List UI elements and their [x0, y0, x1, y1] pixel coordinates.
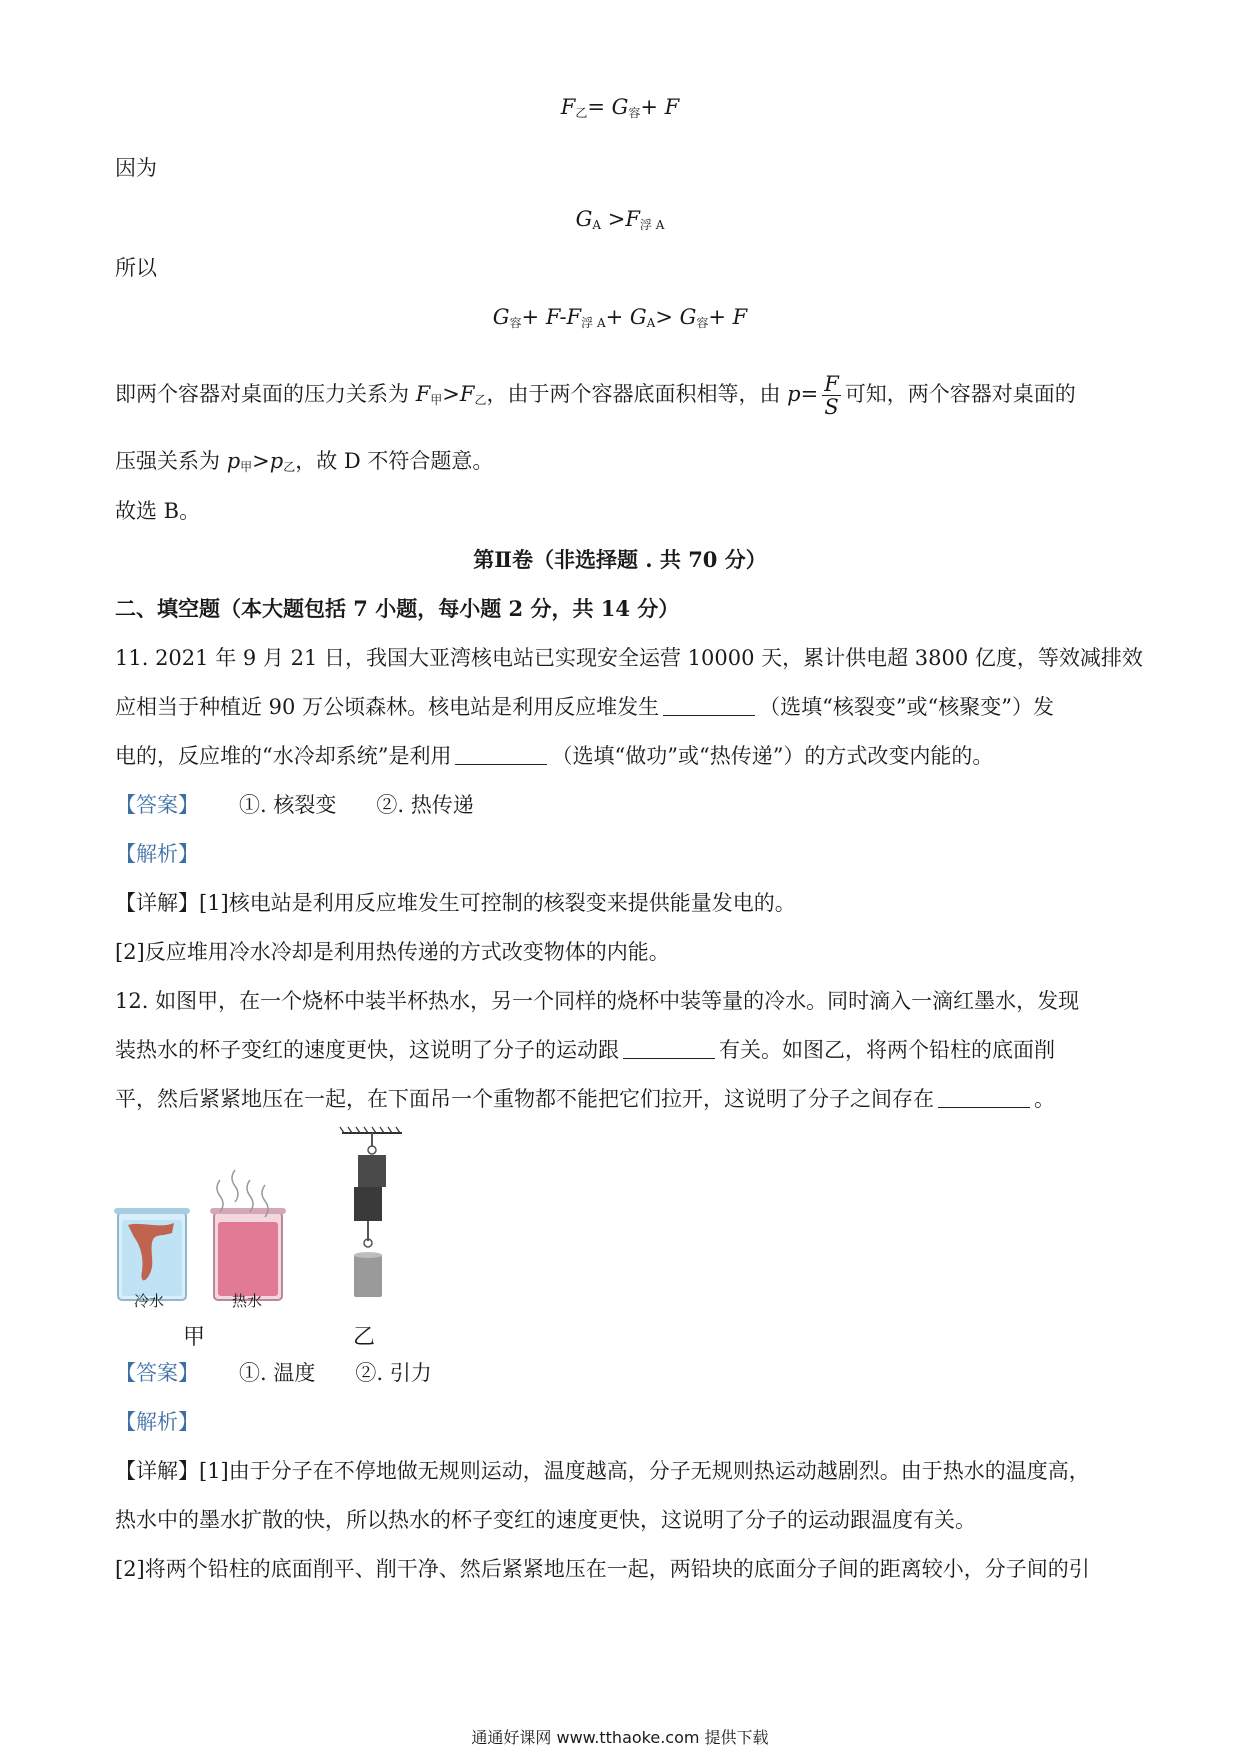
section-title: 第Ⅱ卷（非选择题 . 共 70 分）	[473, 547, 767, 572]
equation-ga-gt-fa: $G_A >F_{浮 A}$	[575, 207, 665, 232]
beaker-hot-water	[210, 1170, 286, 1300]
caption-jia: 甲	[183, 1325, 206, 1350]
q12-analysis-tag: 【解析】	[115, 1410, 199, 1434]
q12-detail-3: [2]将两个铅柱的底面削平、削干净、然后紧紧地压在一起，两铅块的底面分子间的距离较小，分子间的引	[115, 1557, 1090, 1581]
q11-detail-2: [2]反应堆用冷水冷却是利用热传递的方式改变物体的内能。	[115, 940, 670, 964]
lead-cylinders-apparatus	[340, 1127, 402, 1297]
q11-line-1: 11. 2021 年 9 月 21 日，我国大亚湾核电站已实现安全运营 10000 天，累计供电超 3800 亿度，等效减排效	[115, 646, 1143, 670]
q11-line-2: 应相当于种植近 90 万公顷森林。核电站是利用反应堆发生 （选填“核裂变”或“核聚变”）发	[115, 695, 1055, 719]
part-title: 二、填空题（本大题包括 7 小题，每小题 2 分，共 14 分）	[115, 596, 680, 621]
q11-blank-1	[663, 695, 755, 716]
q11-line-3: 电的，反应堆的“水冷却系统”是利用 （选填“做功”或“热传递”）的方式改变内能的。	[115, 744, 994, 768]
figure-diffusion-and-lead	[110, 1125, 440, 1350]
text-pressure-relation: 即两个容器对桌面的压力关系为 $F_甲>F_乙$，由于两个容器底面积相等，由 p= $\frac{F}{S}$ 可知，两个容器对桌面的	[115, 372, 1076, 419]
text-because: 因为	[115, 156, 157, 180]
q11-answer: 【答案】 ①. 核裂变 ②. 热传递	[115, 793, 474, 817]
equation-inequality: $G_容+ F-F_{浮 A}+ G_A> G_容+ F$	[492, 305, 748, 330]
label-hot-water: 热水	[232, 1292, 263, 1310]
q12-detail-1: 【详解】[1]由于分子在不停地做无规则运动，温度越高，分子无规则热运动越剧烈。由于热水的温度高，	[115, 1459, 1090, 1483]
label-cold-water: 冷水	[134, 1292, 165, 1310]
q11-blank-2	[455, 744, 547, 765]
beaker-cold-water	[114, 1208, 190, 1300]
page-footer: 通通好课网 www.tthaoke.com 提供下载	[471, 1728, 769, 1747]
caption-yi: 乙	[353, 1325, 376, 1350]
q12-blank-1	[623, 1038, 715, 1059]
q12-blank-2	[938, 1087, 1030, 1108]
text-therefore: 所以	[115, 256, 157, 280]
equation-f-yi: $F_乙= G_容+ F$	[560, 95, 680, 120]
fraction-f-over-s: $\frac{F}{S}$	[824, 372, 839, 419]
q12-answer: 【答案】 ①. 温度 ②. 引力	[115, 1361, 432, 1385]
q12-line-1: 12. 如图甲，在一个烧杯中装半杯热水，另一个同样的烧杯中装等量的冷水。同时滴入一滴红墨水，发现	[115, 989, 1080, 1013]
text-choose-b: 故选 B。	[115, 499, 201, 523]
q11-detail-1: 【详解】[1]核电站是利用反应堆发生可控制的核裂变来提供能量发电的。	[115, 891, 796, 915]
text-pressure-conclusion: 压强关系为 $p_甲>p_乙$，故 D 不符合题意。	[115, 449, 494, 474]
q12-detail-2: 热水中的墨水扩散的快，所以热水的杯子变红的速度更快，这说明了分子的运动跟温度有关。	[115, 1508, 976, 1532]
q11-analysis-tag: 【解析】	[115, 842, 199, 866]
q12-line-2: 装热水的杯子变红的速度更快，这说明了分子的运动跟 有关。如图乙，将两个铅柱的底面削	[115, 1038, 1055, 1062]
q12-line-3: 平，然后紧紧地压在一起，在下面吊一个重物都不能把它们拉开，这说明了分子之间存在 。	[115, 1087, 1055, 1111]
